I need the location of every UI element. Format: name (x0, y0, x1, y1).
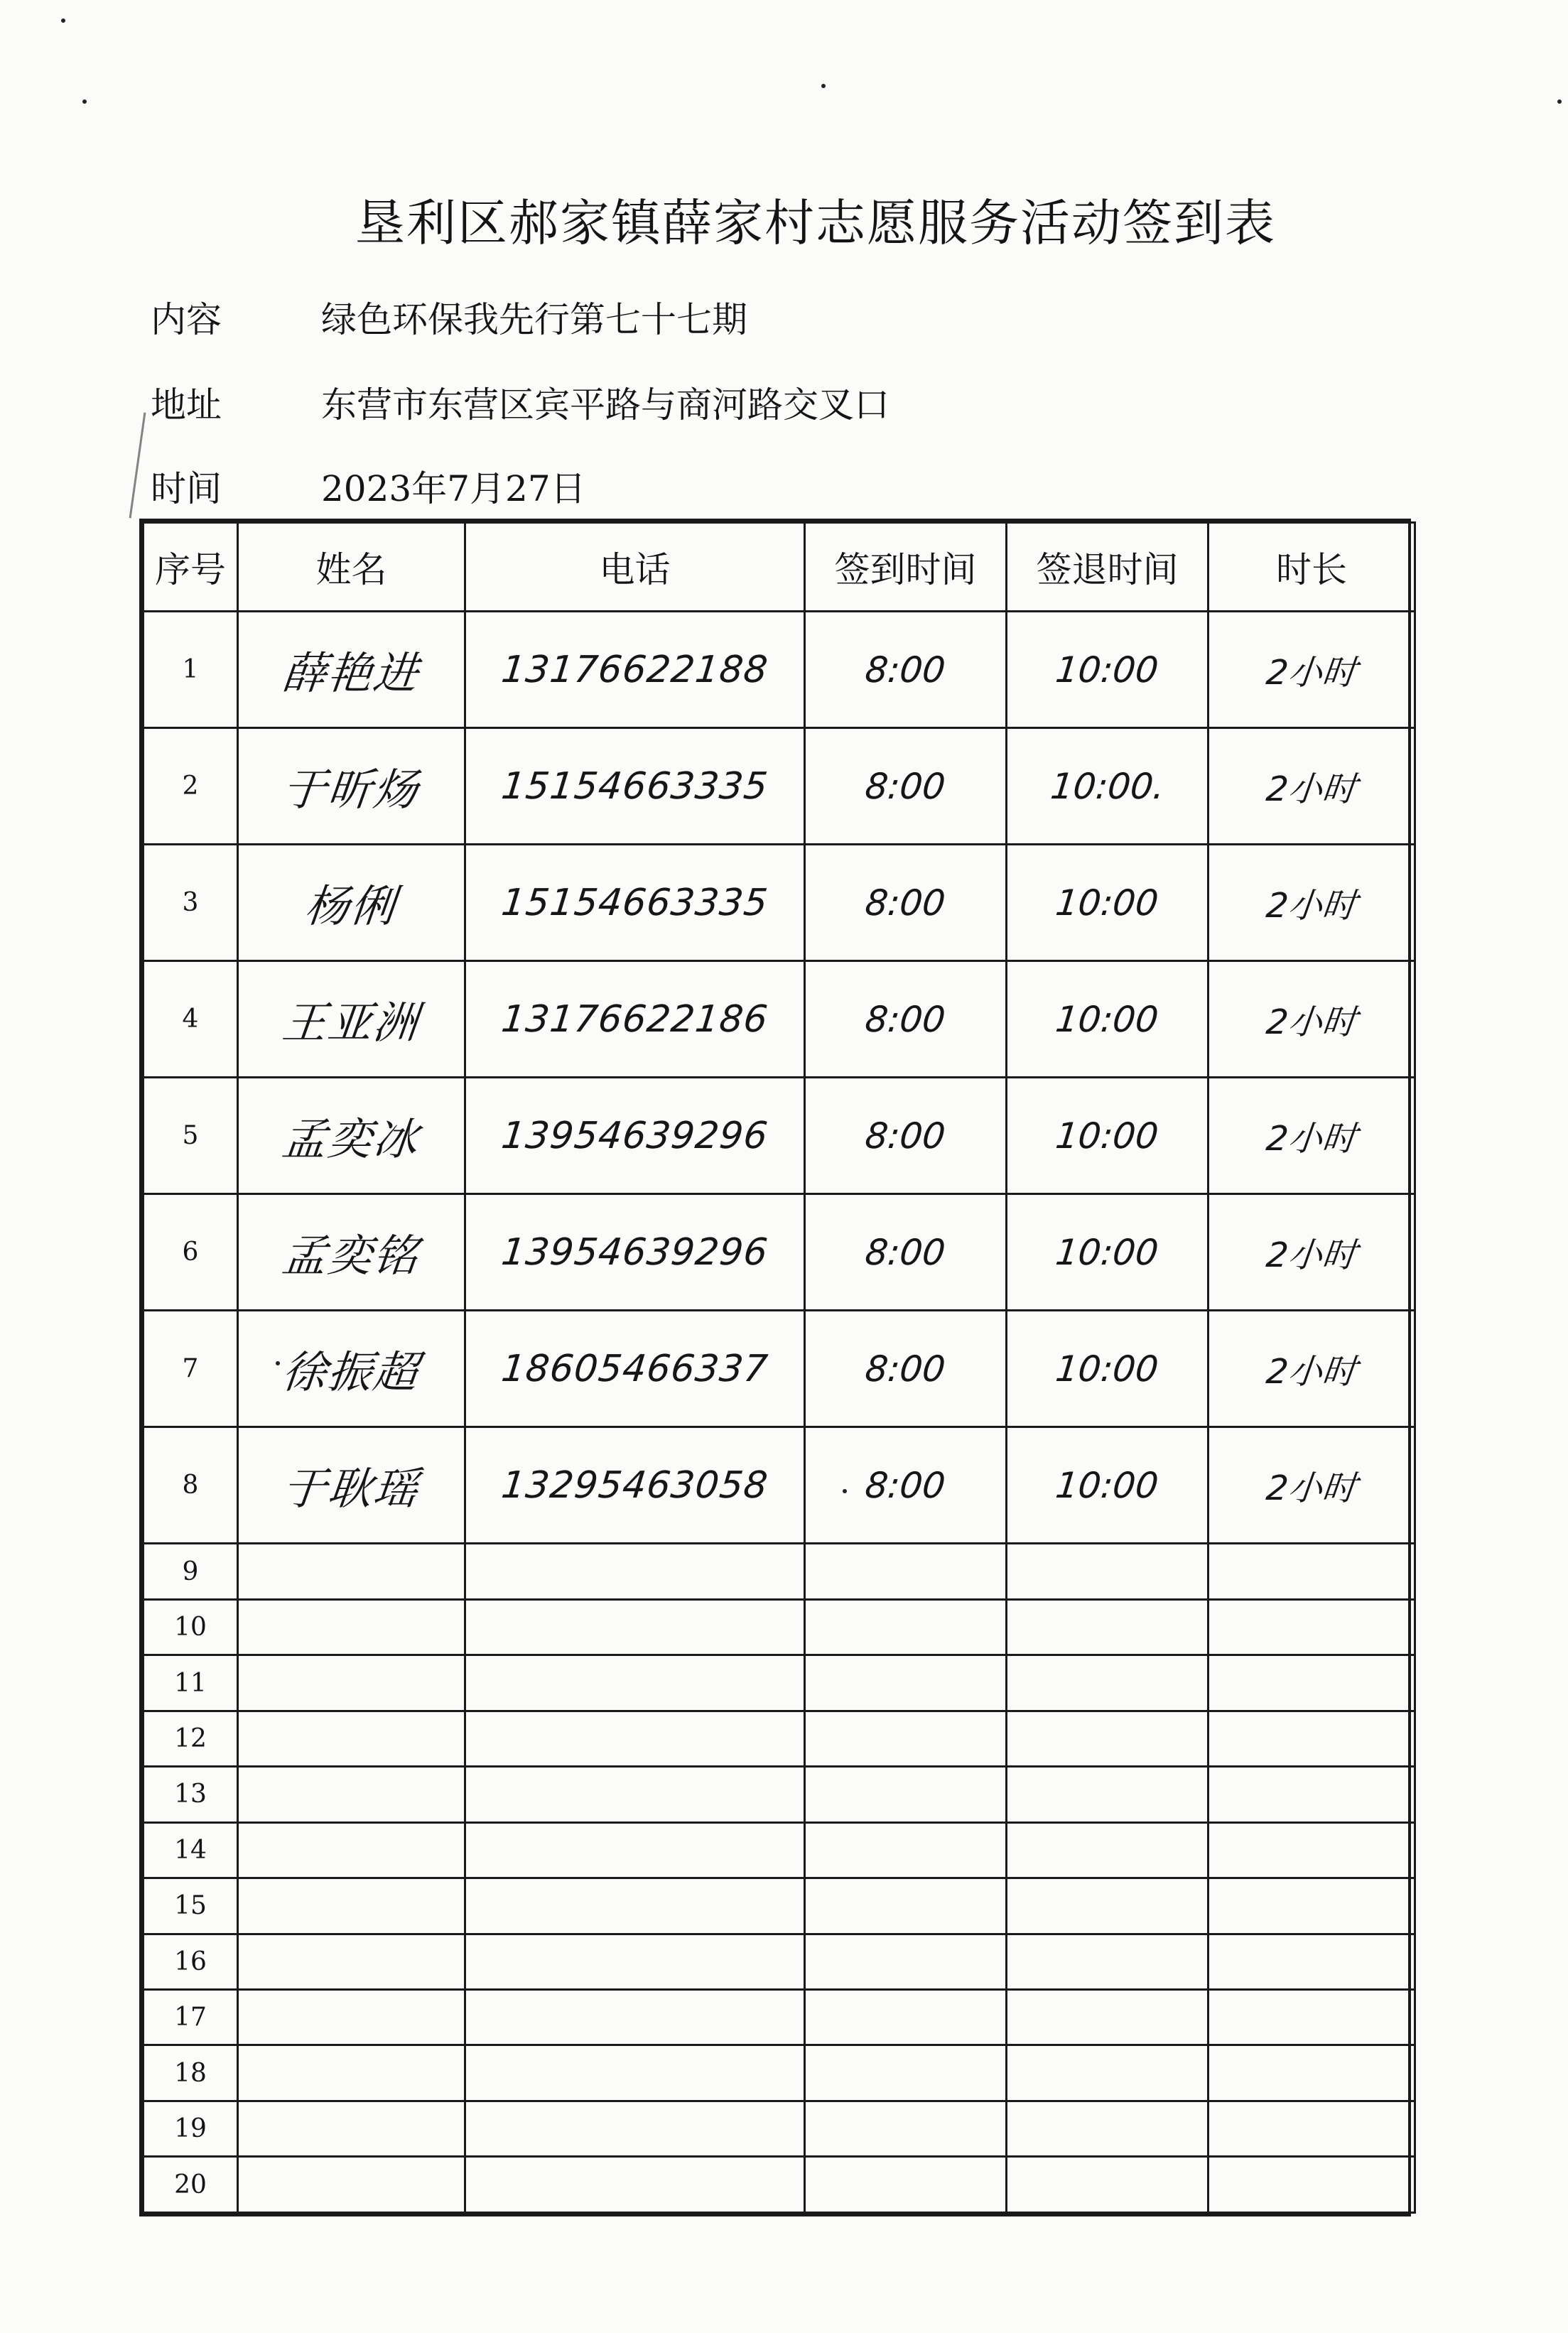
signature-name-cell (238, 1078, 465, 1194)
phone-number: 15154663335 (499, 881, 771, 924)
checkout-time-cell (1007, 2101, 1209, 2156)
checkin-time: 8:00 (863, 998, 948, 1040)
checkin-time-cell (805, 1878, 1007, 1934)
table-row (144, 728, 1415, 845)
time-value: 2023年7月27日 (321, 468, 586, 509)
duration-cell (1209, 1711, 1415, 1766)
checkin-time-cell (805, 961, 1007, 1078)
signature-name-cell (238, 1878, 465, 1934)
row-number: 8 (144, 1427, 238, 1544)
duration: 2小时 (1264, 1235, 1358, 1276)
signature-name-cell (238, 728, 465, 845)
table-row (144, 845, 1415, 961)
checkout-time-cell (1007, 1990, 1209, 2045)
duration-cell (1209, 1934, 1415, 1989)
signature-name-cell (238, 961, 465, 1078)
signature-name: 薛艳进 (280, 647, 422, 700)
checkin-time-cell (805, 2045, 1007, 2101)
row-number: 16 (144, 1934, 238, 1989)
duration: 2小时 (1264, 1352, 1358, 1392)
checkout-time-cell (1007, 1878, 1209, 1934)
checkout-time-cell (1007, 728, 1209, 845)
duration: 2小时 (1264, 653, 1358, 693)
duration: 2小时 (1264, 1119, 1358, 1159)
table-row (144, 1194, 1415, 1311)
phone-number-cell (465, 1655, 805, 1711)
signature-name-cell (238, 1934, 465, 1989)
signature-name-cell (238, 2045, 465, 2101)
checkin-time-cell (805, 1822, 1007, 1878)
table-body (144, 612, 1415, 2213)
duration: 2小时 (1264, 886, 1358, 926)
phone-number: 13954639296 (499, 1114, 771, 1157)
address-value: 东营市东营区宾平路与商河路交叉口 (321, 384, 890, 426)
checkout-time: 10:00 (1054, 649, 1161, 691)
header-checkout: 签退时间 (1007, 523, 1209, 612)
duration-cell (1209, 845, 1415, 961)
checkout-time-cell (1007, 1711, 1209, 1766)
signin-table-frame (139, 519, 1411, 2216)
signature-name: 孟奕铭 (280, 1230, 422, 1282)
margin-mark (129, 413, 146, 519)
header-no: 序号 (144, 523, 238, 612)
checkin-time-cell (805, 2101, 1007, 2156)
row-number: 3 (144, 845, 238, 961)
checkin-time-cell (805, 845, 1007, 961)
checkout-time-cell (1007, 1767, 1209, 1822)
checkin-time: 8:00 (863, 765, 948, 807)
checkin-time-cell (805, 1311, 1007, 1427)
signature-name-cell (238, 612, 465, 728)
table-row (144, 2157, 1415, 2213)
checkout-time: 10:00 (1054, 1464, 1161, 1506)
phone-number-cell (465, 1822, 805, 1878)
checkout-time-cell (1007, 1655, 1209, 1711)
checkout-time-cell (1007, 1544, 1209, 1599)
table-row (144, 1934, 1415, 1989)
paper-speck (61, 18, 65, 23)
phone-number-cell (465, 728, 805, 845)
table-row (144, 1878, 1415, 1934)
checkout-time-cell (1007, 1194, 1209, 1311)
signature-name-cell (238, 845, 465, 961)
header-phone: 电话 (465, 523, 805, 612)
row-number: 19 (144, 2101, 238, 2156)
checkout-time: 10:00 (1054, 1115, 1161, 1157)
phone-number-cell (465, 2101, 805, 2156)
checkout-time-cell (1007, 845, 1209, 961)
checkin-time-cell (805, 612, 1007, 728)
table-row (144, 1767, 1415, 1822)
phone-number: 13295463058 (499, 1463, 771, 1507)
signature-name-cell (238, 1711, 465, 1766)
duration-cell (1209, 1194, 1415, 1311)
row-number: 1 (144, 612, 238, 728)
row-number: 17 (144, 1990, 238, 2045)
signature-name-cell (238, 1822, 465, 1878)
document-title: 垦利区郝家镇薛家村志愿服务活动签到表 (355, 194, 1276, 252)
checkin-time: 8:00 (863, 1464, 948, 1506)
row-number: 20 (144, 2157, 238, 2213)
row-number: 7 (144, 1311, 238, 1427)
row-number: 12 (144, 1711, 238, 1766)
signature-name: 徐振超 (280, 1346, 422, 1399)
phone-number-cell (465, 1990, 805, 2045)
phone-number: 13176622186 (499, 997, 771, 1041)
phone-number-cell (465, 612, 805, 728)
signature-name: 孟奕冰 (280, 1113, 422, 1166)
signature-name: 杨俐 (303, 880, 399, 933)
checkout-time-cell (1007, 961, 1209, 1078)
header-name: 姓名 (238, 523, 465, 612)
signature-name: 王亚洲 (280, 997, 422, 1049)
phone-number-cell (465, 1599, 805, 1655)
table-row (144, 1655, 1415, 1711)
duration-cell (1209, 961, 1415, 1078)
checkin-time: 8:00 (863, 1231, 948, 1273)
phone-number-cell (465, 845, 805, 961)
paper-speck (821, 84, 826, 88)
checkin-time-cell (805, 1990, 1007, 2045)
signature-name-cell (238, 1194, 465, 1311)
table-row (144, 2101, 1415, 2156)
checkin-time-cell (805, 1934, 1007, 1989)
row-number: 13 (144, 1767, 238, 1822)
checkin-time-cell (805, 1599, 1007, 1655)
checkout-time: 10:00 (1054, 1348, 1161, 1390)
duration-cell (1209, 2045, 1415, 2101)
header-duration: 时长 (1209, 523, 1415, 612)
duration-cell (1209, 1767, 1415, 1822)
phone-number-cell (465, 1878, 805, 1934)
row-number: 5 (144, 1078, 238, 1194)
checkin-time: 8:00 (863, 1348, 948, 1390)
signature-name-cell (238, 1655, 465, 1711)
row-number: 15 (144, 1878, 238, 1934)
row-number: 4 (144, 961, 238, 1078)
phone-number-cell (465, 2157, 805, 2213)
checkin-time-cell (805, 1655, 1007, 1711)
signature-name-cell (238, 1767, 465, 1822)
phone-number-cell (465, 1544, 805, 1599)
duration-cell (1209, 1427, 1415, 1544)
table-row (144, 1990, 1415, 2045)
duration-cell (1209, 612, 1415, 728)
header-checkin: 签到时间 (805, 523, 1007, 612)
table-row (144, 961, 1415, 1078)
duration-cell (1209, 2101, 1415, 2156)
checkout-time-cell (1007, 1427, 1209, 1544)
row-number: 2 (144, 728, 238, 845)
checkin-time: 8:00 (863, 649, 948, 691)
duration-cell (1209, 1990, 1415, 2045)
checkout-time-cell (1007, 1934, 1209, 1989)
signature-name: 于耿瑶 (280, 1463, 422, 1515)
signature-name-cell (238, 2101, 465, 2156)
checkin-time-cell (805, 1427, 1007, 1544)
duration-cell (1209, 1078, 1415, 1194)
phone-number: 13176622188 (499, 648, 771, 691)
phone-number-cell (465, 1711, 805, 1766)
checkout-time-cell (1007, 1822, 1209, 1878)
paper-speck (82, 99, 87, 104)
checkout-time: 10:00 (1054, 882, 1161, 924)
phone-number-cell (465, 1311, 805, 1427)
signature-name-cell (238, 1599, 465, 1655)
table-row (144, 612, 1415, 728)
table-row (144, 1311, 1415, 1427)
duration-cell (1209, 2157, 1415, 2213)
table-row (144, 1544, 1415, 1599)
signature-name-cell (238, 1427, 465, 1544)
signature-name-cell (238, 1544, 465, 1599)
checkin-time-cell (805, 1767, 1007, 1822)
table-header-row (144, 523, 1415, 612)
signin-table (142, 521, 1416, 2214)
checkout-time-cell (1007, 2045, 1209, 2101)
table-row (144, 1822, 1415, 1878)
phone-number-cell (465, 1194, 805, 1311)
table-row (144, 1599, 1415, 1655)
phone-number-cell (465, 2045, 805, 2101)
phone-number: 18605466337 (499, 1347, 771, 1390)
duration: 2小时 (1264, 769, 1358, 810)
phone-number: 13954639296 (499, 1230, 771, 1274)
paper-speck (1557, 99, 1562, 104)
content-value: 绿色环保我先行第七十七期 (321, 299, 747, 340)
row-number: 14 (144, 1822, 238, 1878)
address-label: 地址 (151, 384, 222, 426)
checkout-time: 10:00. (1048, 765, 1167, 807)
duration-cell (1209, 1655, 1415, 1711)
row-number: 9 (144, 1544, 238, 1599)
phone-number: 15154663335 (499, 764, 771, 808)
duration-cell (1209, 1544, 1415, 1599)
checkin-time-cell (805, 2157, 1007, 2213)
row-number: 18 (144, 2045, 238, 2101)
phone-number-cell (465, 1078, 805, 1194)
checkin-time-cell (805, 1078, 1007, 1194)
row-number: 11 (144, 1655, 238, 1711)
table-row (144, 2045, 1415, 2101)
checkin-time-cell (805, 1711, 1007, 1766)
checkout-time-cell (1007, 612, 1209, 728)
table-row (144, 1711, 1415, 1766)
phone-number-cell (465, 1934, 805, 1989)
checkout-time: 10:00 (1054, 1231, 1161, 1273)
duration: 2小时 (1264, 1002, 1358, 1043)
checkin-time: 8:00 (863, 1115, 948, 1157)
row-number: 10 (144, 1599, 238, 1655)
checkout-time-cell (1007, 1311, 1209, 1427)
duration-cell (1209, 1822, 1415, 1878)
checkin-time-cell (805, 1194, 1007, 1311)
phone-number-cell (465, 1427, 805, 1544)
checkin-time-cell (805, 1544, 1007, 1599)
checkout-time-cell (1007, 2157, 1209, 2213)
duration-cell (1209, 728, 1415, 845)
checkin-time-cell (805, 728, 1007, 845)
checkout-time: 10:00 (1054, 998, 1161, 1040)
phone-number-cell (465, 961, 805, 1078)
time-label: 时间 (151, 468, 222, 509)
table-row (144, 1427, 1415, 1544)
content-label: 内容 (151, 299, 222, 340)
phone-number-cell (465, 1767, 805, 1822)
checkout-time-cell (1007, 1599, 1209, 1655)
duration-cell (1209, 1311, 1415, 1427)
signature-name-cell (238, 1311, 465, 1427)
signature-name-cell (238, 1990, 465, 2045)
row-number: 6 (144, 1194, 238, 1311)
signature-name-cell (238, 2157, 465, 2213)
checkin-time: 8:00 (863, 882, 948, 924)
checkout-time-cell (1007, 1078, 1209, 1194)
duration-cell (1209, 1878, 1415, 1934)
duration-cell (1209, 1599, 1415, 1655)
duration: 2小时 (1264, 1468, 1358, 1509)
signature-name: 于昕炀 (280, 764, 422, 816)
table-row (144, 1078, 1415, 1194)
